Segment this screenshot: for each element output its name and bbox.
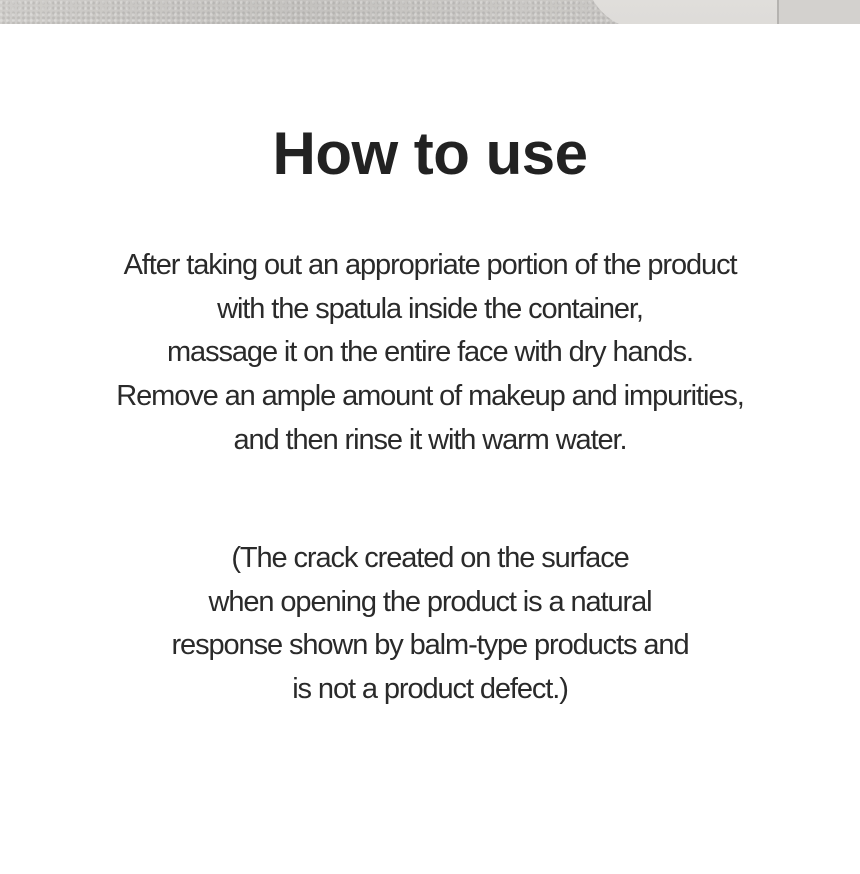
top-image-strip [0,0,860,24]
instruction-line: with the spatula inside the container, [217,292,643,325]
instruction-line: After taking out an appropriate portion of the product [123,249,737,281]
note-line: (The crack created on the surface [231,542,629,574]
product-note [0,537,860,712]
note-line: response shown by balm-type products and [171,629,689,662]
note-line: when opening the product is a natural [208,585,652,618]
note-line: is not a product defect.) [292,673,568,706]
instruction-line: and then rinse it with warm water. [233,423,627,456]
instruction-line: massage it on the entire face with dry hands. [167,336,693,369]
page-title: How to use [272,120,588,187]
usage-instructions [0,244,860,463]
instruction-line: Remove an ample amount of makeup and impurities, [116,380,744,413]
right-block [779,0,860,24]
